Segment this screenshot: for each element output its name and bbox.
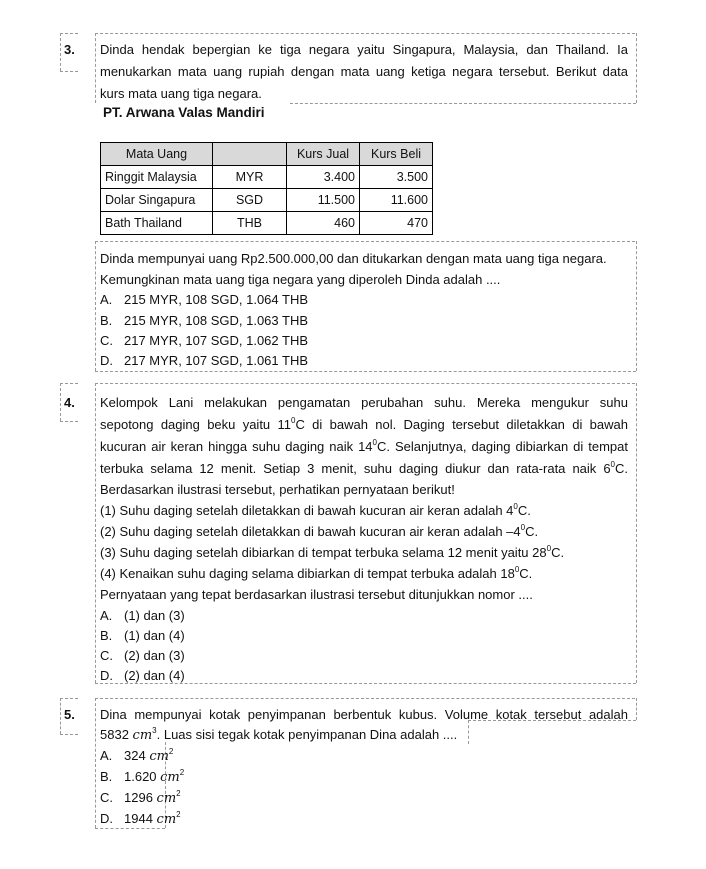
frame-line <box>60 698 61 734</box>
statement-2: (2) Suhu daging setelah diletakkan di bawah kucuran air keran adalah $-4^0C$. <box>100 523 539 539</box>
option-letter: B. <box>100 769 113 784</box>
frame-line <box>60 698 78 699</box>
question-number: 3. <box>64 42 75 57</box>
question-number: 4. <box>64 395 75 410</box>
option-text: 1296 <box>124 790 157 805</box>
cell-code: SGD <box>213 189 287 212</box>
question-prompt: Pernyataan yang tepat berdasarkan ilustrasi tersebut ditunjukkan nomor .... <box>100 587 533 602</box>
option-letter: D. <box>100 353 113 368</box>
option-text: 1.620 <box>124 769 161 784</box>
question-text-line: Kelompok Lani melakukan pengamatan perubahan suhu. Mereka mengukur suhu <box>100 395 628 410</box>
frame-line <box>60 71 78 72</box>
option-text: (1) dan (4) <box>124 628 185 643</box>
col-header: Kurs Jual <box>287 143 360 166</box>
col-header <box>213 143 287 166</box>
option-letter: A. <box>100 292 113 307</box>
frame-line <box>60 734 78 735</box>
frame-line <box>636 383 637 683</box>
option-text: 215 MYR, 108 SGD, 1.063 THB <box>124 313 309 328</box>
question-number: 5. <box>64 707 75 722</box>
cell-code: MYR <box>213 166 287 189</box>
frame-line <box>636 698 637 720</box>
frame-line <box>95 241 96 371</box>
option-letter: B. <box>100 628 113 643</box>
option-letter: C. <box>100 790 113 805</box>
option-text: (2) dan (4) <box>124 668 185 683</box>
frame-line <box>95 828 165 829</box>
statement-3: (3) Suhu daging setelah dibiarkan di tempat terbuka selama 12 menit yaitu $28^0C$. <box>100 544 565 560</box>
frame-line <box>290 103 636 104</box>
question-prompt: Kemungkinan mata uang tiga negara yang diperoleh Dinda adalah .... <box>100 272 501 287</box>
frame-line <box>60 421 78 422</box>
option-text: 1944 <box>124 811 157 826</box>
cell-currency: Dolar Singapura <box>101 189 213 212</box>
frame-line <box>95 241 635 242</box>
question-text-line: Dinda mempunyai uang Rp2.500.000,00 dan ditukarkan dengan mata uang tiga negara. <box>100 251 607 266</box>
answer-option-b[interactable]: B. 1.620 $cm^2$ <box>100 768 185 785</box>
option-text: 215 MYR, 108 SGD, 1.064 THB <box>124 292 309 307</box>
question-text-line: Dinda hendak bepergian ke tiga negara yaitu Singapura, Malaysia, dan Thailand. Ia <box>100 42 628 57</box>
answer-option-d[interactable]: D. 1944 $cm^2$ <box>100 810 181 827</box>
statement-4: (4) Kenaikan suhu daging selama dibiarkan di tempat terbuka adalah $18^0C$. <box>100 565 533 581</box>
question-text-line: Dina mempunyai kotak penyimpanan berbentuk kubus. Volume kotak tersebut adalah <box>100 707 628 722</box>
answer-option-c[interactable]: C. 1296 $cm^2$ <box>100 789 181 806</box>
frame-line <box>95 33 635 34</box>
option-text: (2) dan (3) <box>124 648 185 663</box>
question-text-line: Berdasarkan ilustrasi tersebut, perhatikan pernyataan berikut! <box>100 482 455 497</box>
frame-line <box>95 371 636 372</box>
frame-line <box>95 698 96 828</box>
cell-sell-rate: 11.500 <box>287 189 360 212</box>
option-letter: C. <box>100 648 113 663</box>
option-letter: D. <box>100 811 113 826</box>
table-header-row <box>101 143 433 166</box>
col-header: Kurs Beli <box>360 143 433 166</box>
table-row <box>101 189 433 212</box>
question-text-line: menukarkan mata uang rupiah dengan mata uang ketiga negara tersebut. Berikut data <box>100 64 628 79</box>
answer-option-d[interactable] <box>100 668 185 683</box>
option-letter: D. <box>100 668 113 683</box>
frame-line <box>95 698 635 699</box>
exchange-rate-table <box>100 142 433 235</box>
question-text-line: sepotong daging beku yaitu $11^0C$ di bawah nol. Daging tersebut diletakkan di bawah <box>100 416 628 432</box>
frame-line <box>95 683 636 684</box>
statement-1: (1) Suhu daging setelah diletakkan di bawah kucuran air keran adalah $4^0C$. <box>100 502 531 518</box>
question-text-line: terbuka selama 12 menit. Setiap 3 menit, suhu daging diukur dan rata-rata naik $6^0C$. <box>100 460 628 476</box>
answer-option-a[interactable]: A. 324 $cm^2$ <box>100 747 174 764</box>
answer-option-a[interactable] <box>100 608 185 623</box>
frame-line <box>468 720 469 744</box>
table-row <box>101 212 433 235</box>
cell-buy-rate: 470 <box>360 212 433 235</box>
cell-currency: Ringgit Malaysia <box>101 166 213 189</box>
answer-option-d[interactable] <box>100 353 308 368</box>
frame-line <box>60 383 61 421</box>
option-letter: C. <box>100 333 113 348</box>
cell-buy-rate: 11.600 <box>360 189 433 212</box>
question-text-line: kurs mata uang tiga negara. <box>100 86 262 101</box>
question-prompt: 5832 $cm^3$. Luas sisi tegak kotak penyimpanan Dina adalah .... <box>100 726 458 743</box>
cell-sell-rate: 460 <box>287 212 360 235</box>
frame-line <box>60 383 78 384</box>
frame-line <box>636 33 637 103</box>
answer-option-c[interactable] <box>100 333 308 348</box>
option-text: 324 <box>124 748 150 763</box>
cell-buy-rate: 3.500 <box>360 166 433 189</box>
table-row <box>101 166 433 189</box>
option-text: (1) dan (3) <box>124 608 185 623</box>
option-letter: A. <box>100 748 113 763</box>
cell-sell-rate: 3.400 <box>287 166 360 189</box>
option-letter: A. <box>100 608 113 623</box>
answer-option-b[interactable] <box>100 628 185 643</box>
question-text-line: kucuran air keran hingga suhu daging naik $14^0C$. Selanjutnya, daging dibiarkan di tempat <box>100 438 628 454</box>
answer-option-a[interactable] <box>100 292 308 307</box>
frame-line <box>95 383 96 683</box>
cell-code: THB <box>213 212 287 235</box>
col-header: Mata Uang <box>101 143 213 166</box>
answer-option-b[interactable] <box>100 313 308 328</box>
frame-line <box>636 241 637 371</box>
frame-line <box>60 33 78 34</box>
frame-line <box>95 383 635 384</box>
option-text: 217 MYR, 107 SGD, 1.062 THB <box>124 333 309 348</box>
frame-line <box>60 33 61 71</box>
option-letter: B. <box>100 313 113 328</box>
table-caption: PT. Arwana Valas Mandiri <box>103 105 265 120</box>
frame-line <box>95 33 96 103</box>
answer-option-c[interactable] <box>100 648 185 663</box>
option-text: 217 MYR, 107 SGD, 1.061 THB <box>124 353 309 368</box>
cell-currency: Bath Thailand <box>101 212 213 235</box>
